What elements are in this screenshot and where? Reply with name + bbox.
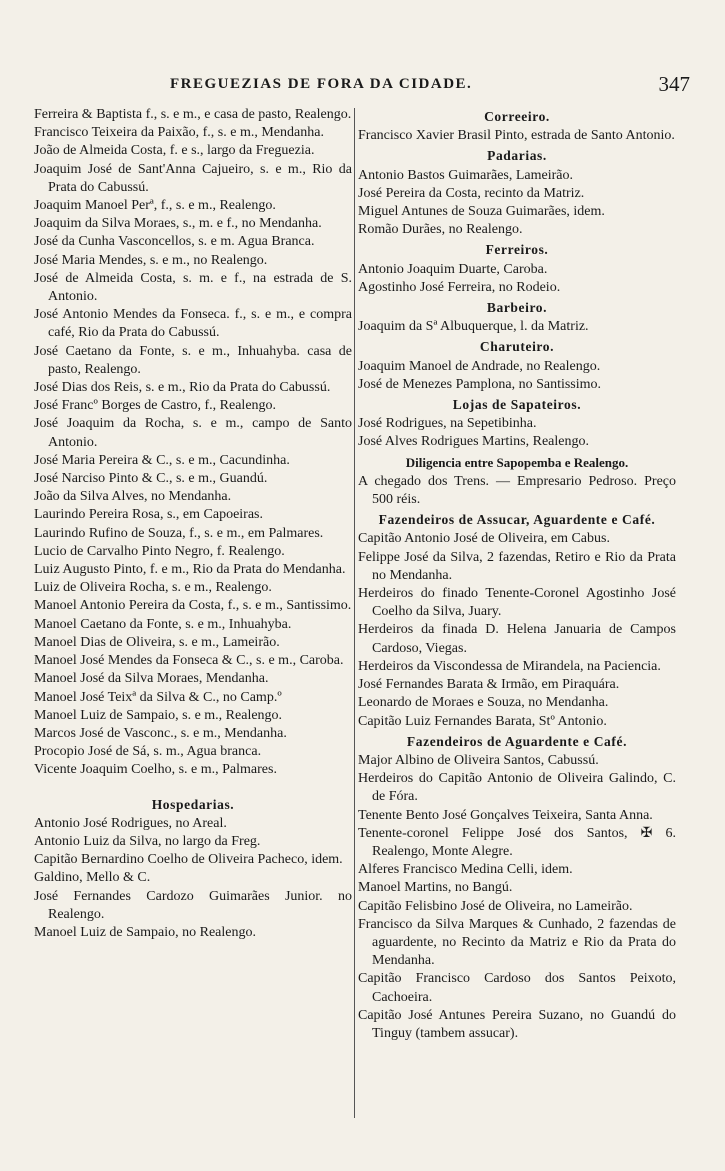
directory-entry: Joaquim José de Sant'Anna Cajueiro, s. e m., Rio da Prata do Cabussú.	[34, 161, 352, 195]
directory-entry: Capitão José Antunes Pereira Suzano, no Guandú do Tinguy (tambem assucar).	[358, 1007, 676, 1041]
directory-entry: Antonio Luiz da Silva, no largo da Freg.	[34, 833, 261, 849]
directory-entry: Lucio de Carvalho Pinto Negro, f. Realengo.	[34, 543, 285, 559]
column-divider	[354, 108, 355, 1118]
directory-entry: José Fernandes Cardozo Guimarães Junior. no Realengo.	[34, 888, 352, 922]
directory-entry: Capitão Bernardino Coelho de Oliveira Pacheco, idem.	[34, 852, 343, 868]
directory-entry: José Maria Mendes, s. e m., no Realengo.	[34, 252, 268, 268]
section-heading: Hospedarias.	[151, 796, 235, 812]
directory-entry: Antonio Joaquim Duarte, Caroba.	[358, 261, 548, 277]
section-heading: Fazendeiros de Aguardente e Café.	[406, 733, 628, 749]
directory-entry: José Pereira da Costa, recinto da Matriz.	[358, 185, 585, 201]
section-gap	[34, 780, 352, 794]
section-heading: Diligencia entre Sapopemba e Realengo.	[405, 454, 629, 470]
directory-entry: José Dias dos Reis, s. e m., Rio da Prata do Cabussú.	[34, 380, 331, 396]
directory-entry: Joaquim da Silva Moraes, s., m. e f., no Mendanha.	[34, 216, 322, 232]
directory-entry: Capitão Felisbino José de Oliveira, no Lameirão.	[358, 898, 633, 914]
directory-entry: Manoel Antonio Pereira da Costa, f., s. e m., Santissimo.	[34, 598, 352, 614]
page-number: 347	[658, 72, 690, 96]
directory-entry: José da Cunha Vasconcellos, s. e m. Agua Branca.	[34, 234, 315, 250]
directory-entry: Major Albino de Oliveira Santos, Cabussú.	[358, 752, 599, 768]
directory-entry: José Alves Rodrigues Martins, Realengo.	[358, 434, 589, 450]
directory-entry: Capitão Francisco Cardoso dos Santos Peixoto, Cachoeira.	[358, 971, 676, 1005]
directory-entry: Antonio José Rodrigues, no Areal.	[34, 815, 227, 831]
directory-entry: Joaquim da Sª Albuquerque, l. da Matriz.	[358, 319, 589, 335]
directory-entry: Leonardo de Moraes e Souza, no Mendanha.	[358, 695, 609, 711]
directory-entry: José Rodrigues, na Sepetibinha.	[358, 416, 537, 432]
directory-entry: Felippe José da Silva, 2 fazendas, Retiro e Rio da Prata no Mendanha.	[358, 549, 676, 583]
directory-entry: A chegado dos Trens. — Empresario Pedroso. Preço 500 réis.	[358, 473, 676, 508]
directory-entry: José Fernandes Barata & Irmão, em Piraquára.	[358, 677, 620, 693]
directory-entry: Herdeiros do finado Tenente-Coronel Agostinho José Coelho da Silva, Juary.	[358, 586, 676, 620]
left-column	[34, 106, 352, 942]
directory-entry: Manoel José Mendes da Fonseca & C., s. e m., Caroba.	[34, 653, 344, 669]
directory-entry: Manoel José da Silva Moraes, Mendanha.	[34, 671, 269, 687]
directory-entry: Capitão Luiz Fernandes Barata, Stº Antonio.	[358, 713, 607, 729]
directory-entry: José Joaquim da Rocha, s. e m., campo de Santo Antonio.	[34, 416, 352, 450]
directory-entry: Joaquim Manoel Perª, f., s. e m., Realengo.	[34, 198, 276, 214]
section-heading: Barbeiro.	[486, 300, 548, 316]
page-title: FREGUEZIAS DE FORA DA CIDADE.	[170, 76, 473, 92]
directory-entry: Antonio Bastos Guimarães, Lameirão.	[358, 167, 574, 183]
directory-entry: José Antonio Mendes da Fonseca. f., s. e m., e compra café, Rio da Prata do Cabussú.	[34, 307, 352, 341]
directory-entry: José Maria Pereira & C., s. e m., Cacundinha.	[34, 452, 290, 468]
directory-entry: Manoel Martins, no Bangú.	[358, 880, 513, 896]
directory-entry: Miguel Antunes de Souza Guimarães, idem.	[358, 204, 605, 220]
directory-entry: Marcos José de Vasconc., s. e m., Mendanha.	[34, 725, 287, 741]
directory-entry: Luiz de Oliveira Rocha, s. e m., Realengo.	[34, 580, 272, 596]
directory-entry: Francisco da Silva Marques & Cunhado, 2 fazendas de aguardente, no Recinto da Matriz e Rio da Prata do Mendanha.	[358, 916, 676, 969]
directory-entry: Alferes Francisco Medina Celli, idem.	[358, 862, 573, 878]
directory-entry: Tenente-coronel Felippe José dos Santos, ✠ 6. Realengo, Monte Alegre.	[358, 825, 676, 859]
directory-entry: João da Silva Alves, no Mendanha.	[34, 489, 232, 505]
directory-entry: Manoel José Teixª da Silva & C., no Camp.º	[34, 689, 282, 705]
directory-entry: Manoel Luiz de Sampaio, s. e m., Realengo.	[34, 707, 283, 723]
directory-entry: Herdeiros da Viscondessa de Mirandela, na Paciencia.	[358, 658, 661, 674]
directory-entry: Capitão Antonio José de Oliveira, em Cabus.	[358, 531, 610, 547]
directory-entry: Ferreira & Baptista f., s. e m., e casa de pasto, Realengo.	[34, 107, 352, 122]
directory-entry: Laurindo Rufino de Souza, f., s. e m., em Palmares.	[34, 525, 324, 541]
directory-entry: Luiz Augusto Pinto, f. e m., Rio da Prata do Mendanha.	[34, 562, 346, 578]
directory-entry: Tenente Bento José Gonçalves Teixeira, Santa Anna.	[358, 807, 653, 823]
directory-entry: José de Almeida Costa, s. m. e f., na estrada de S. Antonio.	[34, 270, 352, 305]
directory-entry: Herdeiros do Capitão Antonio de Oliveira Galindo, C. de Fóra.	[358, 771, 676, 805]
directory-entry: Joaquim Manoel de Andrade, no Realengo.	[358, 358, 601, 374]
section-heading: Lojas de Sapateiros.	[452, 397, 582, 413]
directory-entry: José Narciso Pinto & C., s. e m., Guandú.	[34, 471, 268, 487]
section-heading: Correeiro.	[484, 109, 550, 124]
directory-entry: José de Menezes Pamplona, no Santissimo.	[358, 376, 602, 392]
section-heading: Fazendeiros de Assucar, Aguardente e Café.	[378, 512, 656, 528]
directory-entry: Manoel Luiz de Sampaio, no Realengo.	[34, 924, 256, 940]
directory-entry: José Caetano da Fonte, s. e m., Inhuahyba. casa de pasto, Realengo.	[34, 343, 352, 377]
page-header	[30, 72, 690, 100]
directory-entry: Francisco Teixeira da Paixão, f., s. e m., Mendanha.	[34, 125, 324, 141]
directory-entry: Francisco Xavier Brasil Pinto, estrada de Santo Antonio.	[358, 128, 675, 144]
section-heading: Ferreiros.	[485, 242, 549, 258]
section-heading: Charuteiro.	[479, 339, 555, 355]
directory-entry: Agostinho José Ferreira, no Rodeio.	[358, 279, 561, 295]
right-column	[358, 106, 676, 1043]
directory-entry: José Francº Borges de Castro, f., Realengo.	[34, 398, 277, 414]
directory-entry: Romão Durães, no Realengo.	[358, 222, 523, 238]
directory-entry: Laurindo Pereira Rosa, s., em Capoeiras.	[34, 507, 263, 523]
directory-entry: Vicente Joaquim Coelho, s. e m., Palmares.	[34, 762, 277, 778]
directory-entry: João de Almeida Costa, f. e s., largo da Freguezia.	[34, 143, 315, 159]
section-heading: Padarias.	[487, 148, 547, 164]
directory-entry: Galdino, Mello & C.	[34, 870, 151, 886]
directory-entry: Manoel Caetano da Fonte, s. e m., Inhuahyba.	[34, 616, 292, 632]
directory-entry: Manoel Dias de Oliveira, s. e m., Lameirão.	[34, 634, 280, 650]
directory-entry: Procopio José de Sá, s. m., Agua branca.	[34, 744, 262, 760]
directory-entry: Herdeiros da finada D. Helena Januaria de Campos Cardoso, Viegas.	[358, 622, 676, 656]
